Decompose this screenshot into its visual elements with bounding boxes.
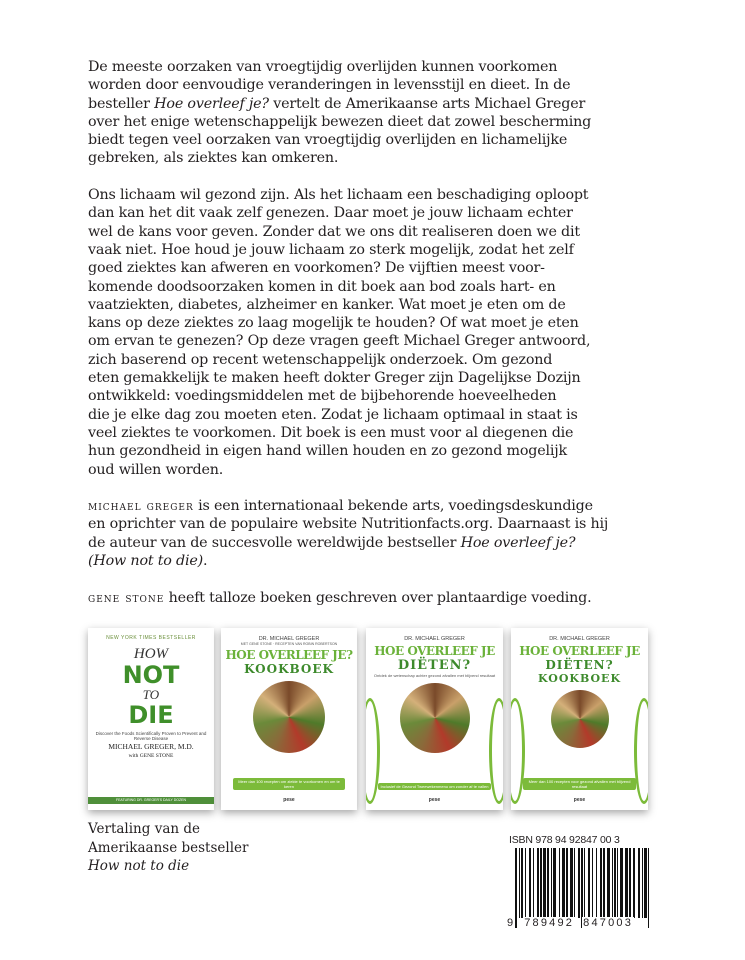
- food-plate-image: [253, 681, 325, 753]
- cover-author: DR. MICHAEL GREGER: [404, 636, 465, 642]
- text-segment: om ervan te genezen? Op deze vragen geeft Michael Greger antwoord,: [88, 333, 591, 350]
- text-segment: worden door eenvoudige veranderingen in levensstijl en dieet. In de: [88, 77, 571, 94]
- cover-badge: NEW YORK TIMES BESTSELLER: [106, 635, 196, 641]
- book-cover-dieten-kookboek: [511, 628, 648, 810]
- barcode-bar: [543, 848, 546, 918]
- text-line: [88, 149, 688, 167]
- cover-title-to: TO: [142, 687, 160, 702]
- cover-tagline: Meer dan 100 recepten voor gezond afvallen met blijvend resultaat: [523, 778, 636, 790]
- food-plate-image: [551, 690, 609, 748]
- text-line: [88, 131, 688, 149]
- cover-author: DR. MICHAEL GREGER: [549, 636, 610, 642]
- cover-coauthor: with GENE STONE: [128, 752, 174, 759]
- text-segment: veel ziektes te voorkomen. Dit boek is een must voor al diegenen die: [88, 424, 574, 441]
- text-segment: vaak niet. Hoe houd je jouw lichaam zo sterk mogelijk, zodat het zelf: [88, 241, 574, 258]
- text-line: [88, 259, 688, 277]
- text-line: [88, 406, 688, 424]
- decorative-curve: [634, 698, 648, 804]
- cover-title: HOE OVERLEEF JE: [374, 644, 495, 659]
- barcode-bar: [648, 848, 649, 928]
- credit-line: Amerikaanse bestseller: [88, 839, 249, 856]
- cover-subtitle-2: KOOKBOEK: [537, 671, 622, 685]
- back-cover-text: [88, 58, 688, 625]
- food-plate-image: [400, 683, 470, 753]
- book-title: Hoe overleef je?: [154, 95, 269, 112]
- cover-title-die: DIE: [128, 700, 174, 729]
- text-segment: over het enige wetenschappelijk bewezen dieet dat zowel bescherming: [88, 113, 592, 130]
- barcode-bar: [614, 848, 616, 918]
- text-line: [88, 58, 688, 76]
- text-segment: besteller: [88, 95, 155, 112]
- credit-line: Vertaling van de: [88, 821, 200, 837]
- barcode-bar: [612, 848, 613, 918]
- text-segment: kans op deze ziektes zo laag mogelijk te houden? Of wat moet je eten: [88, 315, 579, 332]
- text-line: [88, 351, 688, 369]
- book-title: Hoe overleef je?: [460, 534, 576, 551]
- barcode-digits-right: 847003: [583, 917, 634, 929]
- book-title: (How not to die): [88, 553, 204, 570]
- barcode-bar: [603, 848, 605, 918]
- barcode-bar: [588, 848, 590, 918]
- text-line: [88, 442, 688, 460]
- cover-title: HOE OVERLEEF JE?: [225, 648, 353, 663]
- credit-original-title: How not to die: [88, 858, 190, 875]
- text-segment: gebreken, als ziektes kan omkeren.: [88, 150, 339, 167]
- translation-credit: [88, 820, 248, 876]
- barcode-bar: [638, 848, 640, 918]
- cover-subtitle: KOOKBOEK: [244, 662, 334, 677]
- author-name: michael greger: [88, 499, 194, 515]
- paragraph: [88, 589, 688, 607]
- text-line: [88, 589, 688, 607]
- barcode-bar: [553, 848, 556, 918]
- text-line: [88, 278, 688, 296]
- barcode-bar: [537, 848, 539, 918]
- isbn-label: ISBN 978 94 92847 00 3: [509, 834, 620, 846]
- text-segment: eten gemakkelijk te maken heeft dokter Greger zijn Dagelijkse Dozijn: [88, 370, 581, 387]
- text-segment: heeft talloze boeken geschreven over plantaardige voeding.: [164, 589, 592, 606]
- text-segment: vertelt de Amerikaanse arts Michael Greger: [268, 95, 586, 112]
- barcode-bar: [540, 848, 542, 918]
- text-line: [88, 223, 688, 241]
- author-name: gene stone: [88, 590, 165, 606]
- barcode-bar: [578, 848, 580, 918]
- barcode-bar: [525, 848, 526, 918]
- text-segment: oud willen worden.: [88, 461, 224, 478]
- text-segment: is een internationaal bekende arts, voedingsdeskundige: [193, 498, 593, 515]
- cover-credits: MET GENE STONE · RECEPTEN VAN ROBIN ROBERTSON: [240, 642, 338, 647]
- barcode-bar: [625, 848, 628, 918]
- text-segment: hun gezondheid in eigen hand willen houden en zo gezond mogelijk: [88, 443, 567, 460]
- paragraph: [88, 497, 688, 570]
- barcode-bar: [642, 848, 643, 918]
- barcode-bar: [584, 848, 585, 918]
- text-line: [88, 497, 688, 515]
- text-line: [88, 95, 688, 113]
- barcode-bar: [529, 848, 531, 918]
- barcode-bar: [607, 848, 610, 918]
- text-line: [88, 552, 688, 570]
- text-segment: Ons lichaam wil gezond zijn. Als het lichaam een beschadiging oploopt: [88, 187, 589, 204]
- text-line: [88, 314, 688, 332]
- barcode-bar: [633, 848, 635, 918]
- text-segment: dan kan het dit vaak zelf genezen. Daar moet je jouw lichaam echter: [88, 205, 573, 222]
- text-line: [88, 204, 688, 222]
- cover-author: MICHAEL GREGER, M.D.: [108, 742, 194, 752]
- barcode-bar: [574, 848, 575, 918]
- barcode-bar: [519, 848, 520, 918]
- text-segment: en oprichter van de populaire website Nutritionfacts.org. Daarnaast is hij: [88, 516, 609, 533]
- text-line: [88, 369, 688, 387]
- text-line: [88, 424, 688, 442]
- text-line: [88, 534, 688, 552]
- text-segment: De meeste oorzaken van vroegtijdig overlijden kunnen voorkomen: [88, 59, 558, 75]
- text-line: [88, 461, 688, 479]
- text-line: [88, 113, 688, 131]
- text-line: [88, 296, 688, 314]
- text-segment: vaatziekten, diabetes, alzheimer en kanker. Wat moet je eten om de: [88, 296, 566, 313]
- barcode-bar: [562, 848, 565, 918]
- cover-author: DR. MICHAEL GREGER: [258, 636, 320, 642]
- barcode-bar: [566, 848, 568, 918]
- decorative-curve: [489, 698, 503, 804]
- text-segment: de auteur van de succesvolle wereldwijde bestseller: [88, 534, 461, 551]
- cover-tagline-top: Ontdek de wetenschap achter gezond afvallen met blijvend resultaat: [373, 673, 496, 679]
- book-cover-kookboek: [221, 628, 357, 810]
- barcode-bar: [551, 848, 552, 918]
- barcode-bar: [620, 848, 623, 918]
- book-cover-how-not-to-die: [88, 628, 214, 810]
- text-segment: goed ziektes kan afweren en voorkomen? De vijftien meest voor-: [88, 260, 545, 277]
- text-segment: zich baserend op recent wetenschappelijk onderzoek. Om gezond: [88, 351, 553, 368]
- cover-title-not: NOT: [122, 661, 180, 689]
- publisher-logo: pese: [573, 797, 586, 803]
- barcode-digits: [507, 917, 634, 929]
- cover-tagline: Meer dan 100 recepten om ziekte te voorkomen en om te keren: [233, 778, 345, 790]
- cover-title-how: HOW: [133, 645, 169, 662]
- text-line: [88, 387, 688, 405]
- barcode-bars: [515, 848, 651, 928]
- barcode-bar: [581, 848, 583, 928]
- text-segment: ontwikkeld: voedingsmiddelen met de bijbehorende hoeveelheden: [88, 388, 557, 405]
- barcode-digit-first: 9: [507, 917, 514, 929]
- isbn-barcode: [507, 834, 653, 934]
- barcode-bar: [644, 848, 647, 918]
- text-line: [88, 76, 688, 94]
- cover-subtitle: Discover the Foods Scientifically Proven to Prevent and Reverse Disease: [95, 730, 207, 742]
- cover-subtitle: DIËTEN?: [545, 658, 614, 673]
- barcode-bar: [559, 848, 560, 918]
- text-segment: die je elke dag zou moeten eten. Zodat je lichaam optimaal in staat is: [88, 406, 578, 423]
- paragraph: [88, 186, 688, 479]
- text-segment: komende doodsoorzaken komen in dit boek aan bod zoals hart- en: [88, 278, 556, 295]
- publisher-logo: pese: [283, 797, 295, 803]
- text-line: [88, 241, 688, 259]
- book-cover-dieten: [366, 628, 503, 810]
- barcode-bar: [596, 848, 597, 918]
- barcode-bar: [570, 848, 573, 918]
- barcode-bar: [515, 848, 517, 928]
- barcode-bar: [617, 848, 618, 918]
- paragraph: [88, 58, 688, 168]
- barcode-bar: [600, 848, 602, 918]
- text-segment: wel de kans voor geven. Zonder dat we ons dit realiseren doen we dit: [88, 223, 580, 240]
- text-line: [88, 515, 688, 533]
- text-segment: .: [203, 553, 208, 570]
- text-line: [88, 332, 688, 350]
- barcode-bar: [533, 848, 534, 918]
- text-segment: biedt tegen veel oorzaken van vroegtijdig overlijden en lichamelijke: [88, 132, 568, 149]
- barcode-digits-left: 789492: [524, 917, 575, 929]
- cover-title: HOE OVERLEEF JE: [519, 644, 640, 659]
- barcode-bar: [592, 848, 593, 918]
- text-line: [88, 186, 688, 204]
- barcode-bar: [629, 848, 631, 918]
- cover-band: FEATURING DR. GREGER'S DAILY DOZEN: [88, 797, 214, 804]
- publisher-logo: pese: [428, 797, 441, 803]
- barcode-bar: [521, 848, 523, 918]
- cover-subtitle: DIËTEN?: [397, 658, 472, 674]
- cover-tagline: Inclusief de Gezond Tweewekenmenu om zonder af te vallen: [378, 783, 491, 790]
- barcode-bar: [547, 848, 549, 918]
